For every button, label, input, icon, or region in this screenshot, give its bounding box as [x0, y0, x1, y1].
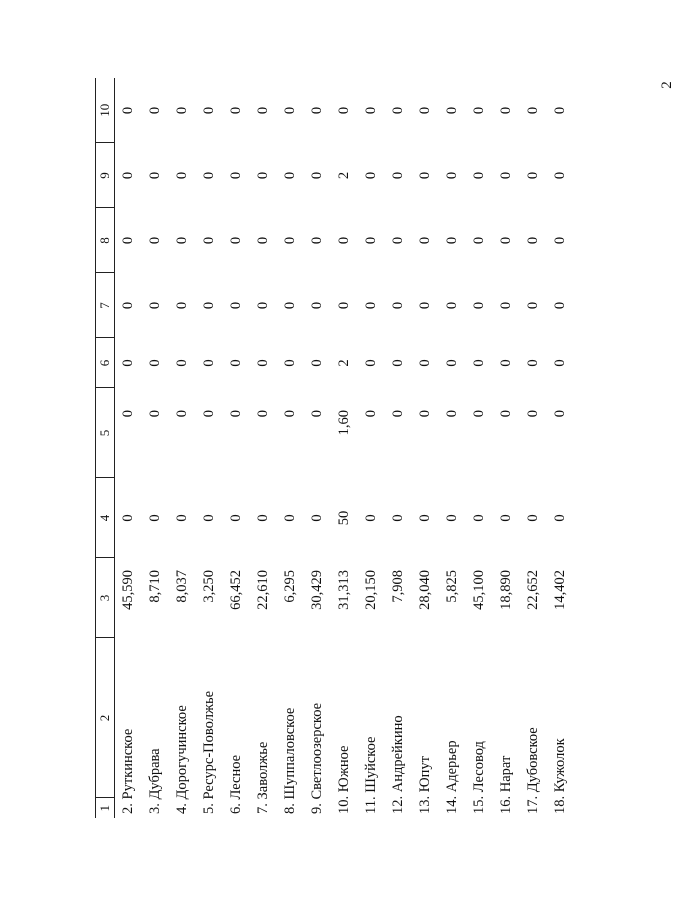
value-cell-col5: 0	[363, 410, 379, 418]
value-cell-col3: 8,037	[174, 570, 190, 603]
value-cell-col3: 45,100	[471, 570, 487, 610]
value-cell-col3: 45,590	[120, 570, 136, 610]
value-cell-col10: 0	[147, 106, 163, 115]
value-cell-col8: 0	[282, 236, 298, 245]
table-row	[493, 78, 520, 818]
value-cell-col4: 0	[498, 514, 514, 522]
row-name-cell: 5. Ресурс-Поволжье	[201, 690, 217, 814]
value-cell-col6: 0	[444, 359, 460, 367]
value-cell-col3: 66,452	[228, 570, 244, 610]
table-row	[439, 78, 466, 818]
value-cell-col4: 0	[417, 514, 433, 522]
value-cell-col8: 0	[363, 236, 379, 245]
table-row	[115, 78, 143, 818]
table-row	[169, 78, 196, 818]
header-cell-10: 10	[96, 78, 115, 143]
value-cell-col6: 0	[147, 359, 163, 367]
rotated-table-container	[95, 78, 615, 818]
value-cell-col9: 0	[390, 171, 406, 180]
value-cell-col7: 0	[336, 301, 352, 310]
header-cell-9: 9	[96, 143, 115, 208]
value-cell-col6: 0	[390, 359, 406, 367]
row-name-cell: 6. Лесное	[228, 754, 244, 814]
row-name-cell: 16. Нарат	[498, 755, 514, 814]
value-cell-col9: 0	[363, 171, 379, 180]
value-cell-col10: 0	[417, 106, 433, 115]
value-cell-col9: 0	[417, 171, 433, 180]
value-cell-col8: 0	[255, 236, 271, 245]
value-cell-col10: 0	[309, 106, 325, 115]
header-cell-3: 3	[96, 558, 115, 638]
value-cell-col9: 0	[471, 171, 487, 180]
value-cell-col7: 0	[417, 301, 433, 310]
table-row	[142, 78, 169, 818]
value-cell-col10: 0	[120, 106, 136, 115]
value-cell-col8: 0	[201, 236, 217, 245]
table-row	[466, 78, 493, 818]
value-cell-col7: 0	[498, 301, 514, 310]
value-cell-col4: 0	[363, 514, 379, 522]
value-cell-col5: 0	[120, 410, 136, 418]
value-cell-col9: 2	[336, 171, 352, 180]
value-cell-col6: 0	[201, 359, 217, 367]
value-cell-col8: 0	[174, 236, 190, 245]
table-row	[412, 78, 439, 818]
value-cell-col5: 0	[255, 410, 271, 418]
value-cell-col8: 0	[147, 236, 163, 245]
table-row	[250, 78, 277, 818]
value-cell-col8: 0	[336, 236, 352, 245]
value-cell-col9: 0	[147, 171, 163, 180]
value-cell-col9: 0	[525, 171, 541, 180]
header-cell-5: 5	[96, 388, 115, 478]
value-cell-col8: 0	[498, 236, 514, 245]
value-cell-col7: 0	[309, 301, 325, 310]
value-cell-col5: 1,60	[336, 410, 352, 436]
value-cell-col5: 0	[552, 410, 568, 418]
value-cell-col6: 0	[525, 359, 541, 367]
value-cell-col7: 0	[147, 301, 163, 310]
value-cell-col4: 50	[336, 510, 352, 526]
value-cell-col6: 0	[174, 359, 190, 367]
value-cell-col10: 0	[525, 106, 541, 115]
value-cell-col6: 0	[471, 359, 487, 367]
value-cell-col3: 31,313	[336, 570, 352, 610]
value-cell-col7: 0	[174, 301, 190, 310]
value-cell-col8: 0	[444, 236, 460, 245]
value-cell-col6: 0	[309, 359, 325, 367]
row-name-cell: 17. Дубовское	[525, 727, 541, 814]
table-row	[547, 78, 574, 818]
value-cell-col10: 0	[282, 106, 298, 115]
value-cell-col9: 0	[444, 171, 460, 180]
value-cell-col9: 0	[228, 171, 244, 180]
page-number: 2	[659, 81, 675, 89]
value-cell-col5: 0	[147, 410, 163, 418]
value-cell-col6: 0	[255, 359, 271, 367]
row-name-cell: 2. Руткинское	[120, 728, 136, 814]
value-cell-col7: 0	[120, 301, 136, 310]
value-cell-col4: 0	[255, 514, 271, 522]
value-cell-col4: 0	[201, 514, 217, 522]
value-cell-col5: 0	[417, 410, 433, 418]
row-name-cell: 15. Лесовод	[471, 741, 487, 814]
value-cell-col7: 0	[552, 301, 568, 310]
value-cell-col8: 0	[390, 236, 406, 245]
value-cell-col3: 7,908	[390, 570, 406, 603]
value-cell-col9: 0	[552, 171, 568, 180]
value-cell-col5: 0	[228, 410, 244, 418]
value-cell-col7: 0	[228, 301, 244, 310]
value-cell-col4: 0	[525, 514, 541, 522]
value-cell-col9: 0	[174, 171, 190, 180]
header-cell-2: 2	[96, 638, 115, 798]
value-cell-col7: 0	[282, 301, 298, 310]
value-cell-col7: 0	[471, 301, 487, 310]
value-cell-col6: 0	[498, 359, 514, 367]
value-cell-col10: 0	[363, 106, 379, 115]
value-cell-col10: 0	[444, 106, 460, 115]
value-cell-col6: 0	[552, 359, 568, 367]
header-cell-6: 6	[96, 338, 115, 388]
value-cell-col4: 0	[471, 514, 487, 522]
value-cell-col8: 0	[228, 236, 244, 245]
value-cell-col7: 0	[525, 301, 541, 310]
value-cell-col3: 30,429	[309, 570, 325, 610]
value-cell-col5: 0	[390, 410, 406, 418]
value-cell-col10: 0	[228, 106, 244, 115]
value-cell-col8: 0	[525, 236, 541, 245]
value-cell-col4: 0	[147, 514, 163, 522]
value-cell-col10: 0	[174, 106, 190, 115]
value-cell-col4: 0	[120, 514, 136, 522]
value-cell-col6: 0	[417, 359, 433, 367]
value-cell-col6: 0	[120, 359, 136, 367]
value-cell-col4: 0	[390, 514, 406, 522]
header-cell-7: 7	[96, 273, 115, 338]
value-cell-col5: 0	[309, 410, 325, 418]
table-row	[196, 78, 223, 818]
value-cell-col8: 0	[552, 236, 568, 245]
value-cell-col7: 0	[390, 301, 406, 310]
value-cell-col9: 0	[309, 171, 325, 180]
header-cell-8: 8	[96, 208, 115, 273]
row-name-cell: 12. Андрейкино	[390, 715, 406, 814]
row-name-cell: 8. Шуппаловское	[282, 707, 298, 814]
table-row	[277, 78, 304, 818]
value-cell-col10: 0	[471, 106, 487, 115]
value-cell-col8: 0	[471, 236, 487, 245]
data-table	[95, 78, 574, 818]
table-row	[223, 78, 250, 818]
value-cell-col10: 0	[201, 106, 217, 115]
value-cell-col5: 0	[282, 410, 298, 418]
header-cell-4: 4	[96, 478, 115, 558]
value-cell-col7: 0	[201, 301, 217, 310]
table-row	[358, 78, 385, 818]
row-name-cell: 7. Заволжье	[255, 741, 271, 814]
header-row	[96, 78, 115, 818]
value-cell-col3: 6,295	[282, 570, 298, 603]
value-cell-col8: 0	[309, 236, 325, 245]
value-cell-col9: 0	[201, 171, 217, 180]
value-cell-col3: 22,652	[525, 570, 541, 610]
value-cell-col3: 28,040	[417, 570, 433, 610]
row-name-cell: 3. Дубрава	[147, 748, 163, 814]
value-cell-col3: 8,710	[147, 570, 163, 603]
value-cell-col5: 0	[444, 410, 460, 418]
row-name-cell: 18. Кужолок	[552, 738, 568, 814]
table-row	[385, 78, 412, 818]
value-cell-col4: 0	[228, 514, 244, 522]
value-cell-col5: 0	[525, 410, 541, 418]
value-cell-col5: 0	[498, 410, 514, 418]
value-cell-col5: 0	[174, 410, 190, 418]
table-row	[304, 78, 331, 818]
value-cell-col6: 0	[228, 359, 244, 367]
value-cell-col4: 0	[552, 514, 568, 522]
value-cell-col7: 0	[255, 301, 271, 310]
row-name-cell: 9. Светлоозерское	[309, 702, 325, 814]
value-cell-col10: 0	[336, 106, 352, 115]
value-cell-col4: 0	[174, 514, 190, 522]
value-cell-col6: 0	[363, 359, 379, 367]
value-cell-col9: 0	[282, 171, 298, 180]
value-cell-col6: 2	[336, 359, 352, 367]
table-body	[115, 78, 575, 818]
header-cell-1: 1	[96, 798, 115, 818]
row-name-cell: 11. Шуйское	[363, 736, 379, 814]
value-cell-col10: 0	[255, 106, 271, 115]
value-cell-col10: 0	[498, 106, 514, 115]
value-cell-col7: 0	[363, 301, 379, 310]
value-cell-col5: 0	[201, 410, 217, 418]
value-cell-col10: 0	[552, 106, 568, 115]
value-cell-col3: 14,402	[552, 570, 568, 610]
table-row	[520, 78, 547, 818]
value-cell-col3: 3,250	[201, 570, 217, 603]
value-cell-col6: 0	[282, 359, 298, 367]
value-cell-col3: 22,610	[255, 570, 271, 610]
value-cell-col9: 0	[498, 171, 514, 180]
value-cell-col7: 0	[444, 301, 460, 310]
value-cell-col4: 0	[444, 514, 460, 522]
value-cell-col4: 0	[282, 514, 298, 522]
row-name-cell: 4. Дорогучинское	[174, 705, 190, 814]
value-cell-col8: 0	[120, 236, 136, 245]
value-cell-col9: 0	[255, 171, 271, 180]
value-cell-col10: 0	[390, 106, 406, 115]
row-name-cell: 14. Адерьер	[444, 740, 460, 814]
value-cell-col5: 0	[471, 410, 487, 418]
value-cell-col8: 0	[417, 236, 433, 245]
value-cell-col3: 5,825	[444, 570, 460, 603]
row-name-cell: 10. Южное	[336, 745, 352, 814]
value-cell-col9: 0	[120, 171, 136, 180]
value-cell-col3: 18,890	[498, 570, 514, 610]
value-cell-col4: 0	[309, 514, 325, 522]
row-name-cell: 13. Юпут	[417, 756, 433, 814]
table-row	[331, 78, 358, 818]
value-cell-col3: 20,150	[363, 570, 379, 610]
